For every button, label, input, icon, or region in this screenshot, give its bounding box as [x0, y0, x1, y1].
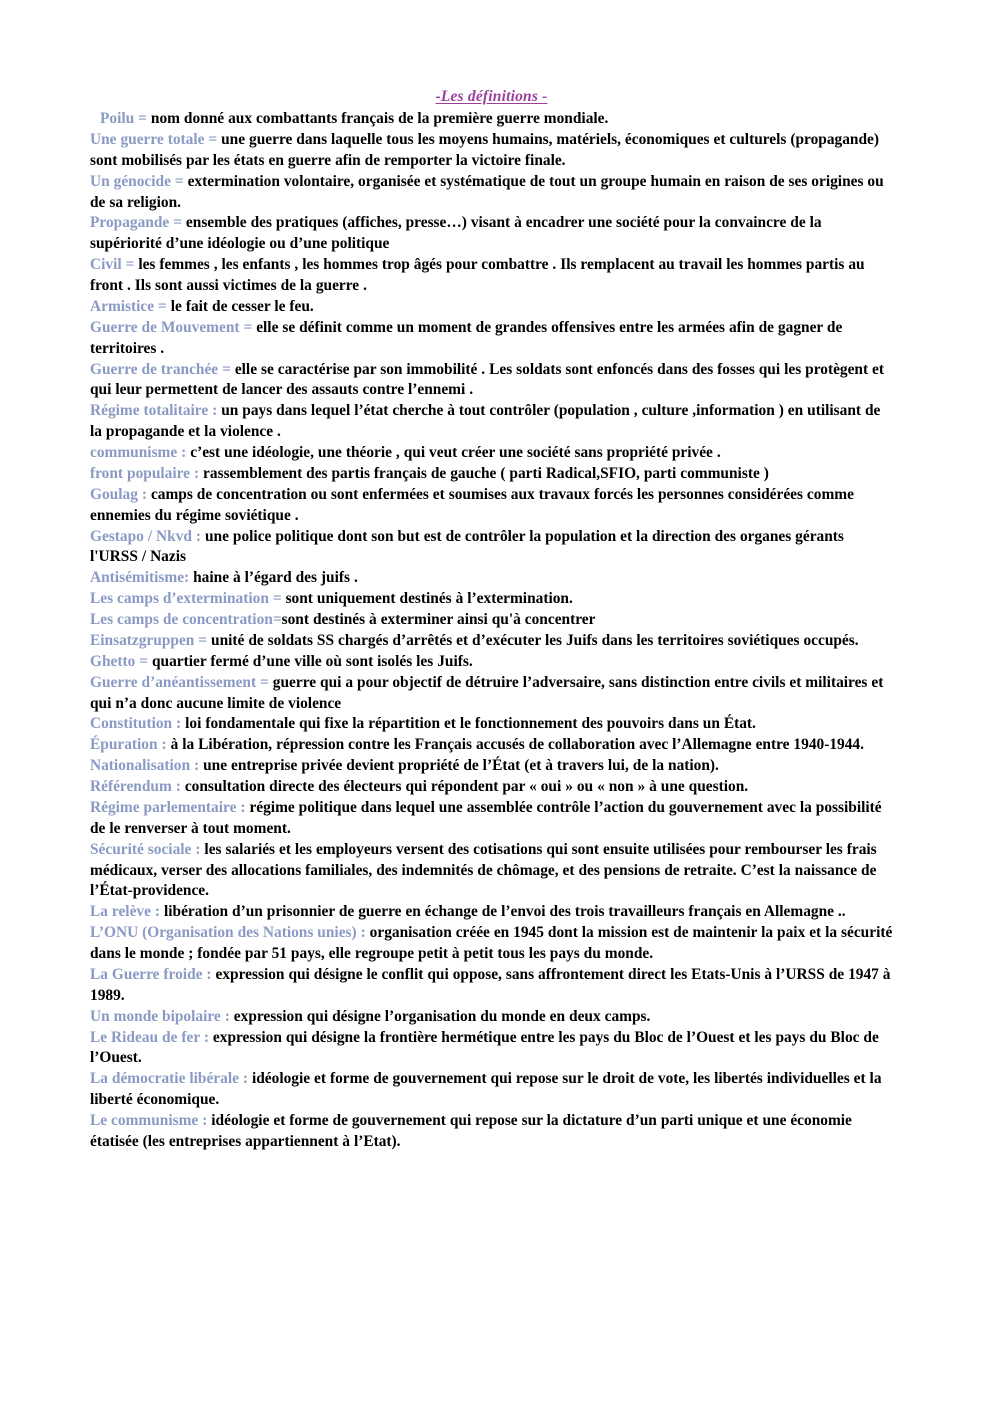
definition-entry: [90, 443, 893, 464]
definition-entry: [90, 130, 893, 172]
definition-entry: [90, 714, 893, 735]
definition-separator: =: [169, 214, 186, 232]
definition-term: Goulag: [90, 485, 138, 503]
definition-term: Einsatzgruppen: [90, 631, 195, 649]
definition-body: rassemblement des partis français de gauche ( parti Radical,SFIO, parti communiste ): [203, 464, 769, 482]
definition-separator: :: [191, 840, 205, 858]
definition-entry: [90, 568, 893, 589]
definition-entry: [90, 756, 893, 777]
definition-term: Guerre de Mouvement: [90, 318, 240, 336]
page-title: -Les définitions -: [435, 88, 548, 105]
definition-entry: [90, 213, 893, 255]
definition-separator: :: [157, 736, 171, 754]
definition-body: une entreprise privée devient propriété de l’État (et à travers lui, de la nation).: [203, 757, 719, 775]
definition-body: un pays dans lequel l’état cherche à tout contrôler (population , culture ,information ) en utilisant de la propagande et la violence .: [90, 402, 881, 441]
definition-body: le fait de cesser le feu.: [170, 297, 314, 315]
definition-term: Ghetto: [90, 652, 136, 670]
definition-body: les salariés et les employeurs versent des cotisations qui sont ensuite utilisées pour rembourser les frais médicaux, verser des allocations familiales, des indemnités de chômage, et des pensions de retraite. C’est la naissance de l’État-providence.: [90, 840, 877, 900]
definition-term: Référendum: [90, 778, 172, 795]
definition-separator: :: [220, 1007, 234, 1025]
definition-body: idéologie et forme de gouvernement qui repose sur le droit de vote, les libertés individuelles et la liberté économique.: [90, 1070, 882, 1109]
definition-separator: :: [199, 1028, 213, 1046]
definition-term: Poilu: [100, 110, 135, 127]
definition-separator: =: [272, 611, 282, 628]
definition-term: Constitution: [90, 715, 173, 733]
definition-term: Guerre d’anéantissement: [90, 673, 257, 691]
definition-separator: :: [184, 569, 194, 587]
definition-term: L’ONU (Organisation des Nations unies): [90, 924, 357, 942]
definition-separator: :: [190, 757, 204, 775]
definition-entry: [90, 527, 893, 569]
definition-term: Régime totalitaire: [90, 402, 213, 420]
definition-separator: :: [190, 464, 204, 482]
definition-body: organisation créée en 1945 dont la mission est de maintenir la paix et la sécurité dans le monde ; fondée par 51 pays, elle regroupe petit à petit tous les pays du monde.: [90, 924, 893, 962]
definition-separator: =: [256, 673, 273, 691]
definition-separator: :: [202, 965, 216, 983]
definition-body: loi fondamentale qui fixe la répartition et le fonctionnement des pouvoirs dans un État.: [185, 715, 756, 733]
definition-separator: =: [194, 631, 212, 649]
definition-separator: =: [204, 130, 222, 148]
definition-body: haine à l’égard des juifs .: [193, 569, 358, 587]
definition-entry: [90, 401, 893, 443]
definition-body: guerre qui a pour objectif de détruire l’adversaire, sans distinction entre civils et militaires et qui n’a donc aucune limite de violence: [90, 673, 884, 712]
definition-body: sont uniquement destinés à l’extermination.: [285, 590, 573, 608]
definition-body: sont destinés à exterminer ainsi qu'à concentrer: [281, 611, 596, 628]
definition-term: Un génocide: [90, 172, 171, 190]
definition-term: Civil: [90, 256, 122, 274]
definition-term: front populaire: [90, 464, 191, 482]
definition-term: Une guerre totale: [90, 130, 205, 148]
definition-body: elle se caractérise par son immobilité . Les soldats sont enfoncés dans des fosses qui les protègent et qui leur permettent de lancer des assauts contre l’ennemi .: [90, 360, 885, 399]
definition-entry: [90, 1007, 893, 1028]
definition-separator: =: [268, 590, 286, 608]
definition-term: Les camps de concentration: [90, 611, 273, 628]
definition-separator: :: [150, 903, 164, 921]
definition-separator: =: [154, 297, 171, 315]
definition-term: Antisémitisme: [90, 569, 185, 587]
definition-separator: =: [134, 110, 151, 127]
definition-term: Régime parlementaire: [90, 798, 237, 816]
definition-entry: [90, 485, 893, 527]
definition-entry: [90, 673, 893, 715]
definition-entry: [90, 318, 893, 360]
definition-body: expression qui désigne l’organisation du monde en deux camps.: [233, 1007, 651, 1025]
definition-entry: [90, 923, 893, 965]
definitions-list: [90, 109, 893, 1153]
definition-body: elle se définit comme un moment de grandes offensives entre les armées afin de gagner de territoires .: [90, 318, 843, 357]
definition-separator: =: [135, 652, 152, 670]
definition-term: Le Rideau de fer: [90, 1028, 200, 1046]
definition-body: quartier fermé d’une ville où sont isolés les Juifs.: [151, 652, 473, 670]
definition-body: c’est une idéologie, une théorie , qui veut créer une société sans propriété privée .: [190, 444, 721, 461]
definition-term: La démocratie libérale: [90, 1070, 239, 1088]
definition-entry: [90, 589, 893, 610]
definition-body: unité de soldats SS chargés d’arrêtés et d’exécuter les Juifs dans les territoires soviétiques occupés.: [211, 631, 859, 649]
definition-separator: :: [137, 485, 151, 503]
definition-body: expression qui désigne la frontière hermétique entre les pays du Bloc de l’Ouest et les pays du Bloc de l’Ouest.: [90, 1028, 879, 1067]
definition-entry: [90, 798, 893, 840]
definition-separator: :: [177, 444, 191, 461]
definition-body: une police politique dont son but est de contrôler la population et la direction des organes gérants l'URSS / Nazis: [90, 527, 844, 566]
definition-term: Gestapo / Nkvd: [90, 527, 196, 545]
definition-entry: [90, 255, 893, 297]
definition-body: les femmes , les enfants , les hommes trop âgés pour combattre . Ils remplacent au travail les hommes partis au front . Ils sont aussi victimes de la guerre .: [90, 256, 865, 294]
definition-separator: =: [170, 172, 188, 190]
definition-entry: [90, 360, 893, 402]
definition-entry: [90, 1111, 893, 1153]
definition-entry: [90, 172, 893, 214]
definition-entry: [90, 1028, 893, 1070]
definition-entry: [90, 777, 893, 798]
definition-term: Les camps d’extermination: [90, 590, 269, 608]
definition-separator: :: [195, 527, 205, 545]
definition-term: Armistice: [90, 297, 155, 315]
definition-entry: [90, 631, 893, 652]
definition-separator: =: [121, 256, 139, 274]
definition-body: idéologie et forme de gouvernement qui repose sur la dictature d’un parti unique et une économie étatisée (les entreprises appartiennent à l’Etat).: [90, 1112, 852, 1150]
definition-body: extermination volontaire, organisée et systématique de tout un groupe humain en raison de ses origines ou de sa religion.: [90, 172, 884, 211]
definition-entry: [90, 1069, 893, 1111]
definition-term: Nationalisation: [90, 757, 191, 775]
definition-entry: [90, 735, 893, 756]
definition-entry: [90, 965, 893, 1007]
definition-term: La relève: [90, 903, 151, 921]
definition-separator: :: [198, 1112, 212, 1129]
definition-entry: [90, 297, 893, 318]
definition-body: ensemble des pratiques (affiches, presse…) visant à encadrer une société pour la convaincre de la supériorité d’une idéologie ou d’une politique: [90, 214, 822, 253]
definition-body: une guerre dans laquelle tous les moyens humains, matériels, économiques et culturels (propagande) sont mobilisés par les états en guerre afin de remporter la victoire finale.: [90, 130, 880, 169]
definition-entry: [90, 652, 893, 673]
definition-body: à la Libération, répression contre les Français accusés de collaboration avec l’Allemagne entre 1940-1944.: [170, 736, 864, 754]
definition-entry: [90, 610, 893, 631]
definition-term: communisme: [90, 444, 178, 461]
definition-separator: :: [212, 402, 222, 420]
definition-body: expression qui désigne le conflit qui oppose, sans affrontement direct les Etats-Unis à l’URSS de 1947 à 1989.: [90, 965, 891, 1004]
definition-term: La Guerre froide: [90, 965, 203, 983]
definition-separator: :: [238, 1070, 252, 1088]
definition-entry: [90, 902, 893, 923]
definition-separator: :: [172, 715, 186, 733]
definition-separator: =: [239, 318, 257, 336]
definition-entry: [90, 109, 893, 130]
definition-entry: [90, 464, 893, 485]
definition-body: nom donné aux combattants français de la première guerre mondiale.: [150, 110, 609, 127]
definition-entry: [90, 840, 893, 903]
definition-term: Épuration: [90, 736, 158, 754]
definition-separator: :: [236, 798, 250, 816]
definition-body: consultation directe des électeurs qui répondent par « oui » ou « non » à une question.: [184, 778, 749, 795]
definition-term: Guerre de tranchée: [90, 360, 219, 378]
definition-term: Sécurité sociale: [90, 840, 192, 858]
definition-separator: :: [356, 924, 370, 942]
definition-term: Un monde bipolaire: [90, 1007, 221, 1025]
definition-body: libération d’un prisonnier de guerre en échange de l’envoi des trois travailleurs français en Allemagne ..: [163, 903, 846, 921]
definition-term: Le communisme: [90, 1112, 199, 1129]
definition-body: régime politique dans lequel une assemblée contrôle l’action du gouvernement avec la possibilité de le renverser à tout moment.: [90, 798, 882, 837]
definition-separator: :: [171, 778, 185, 795]
definition-separator: =: [218, 360, 235, 378]
definition-body: camps de concentration ou sont enfermées et soumises aux travaux forcés les personnes considérées comme ennemies du régime soviétique .: [90, 485, 854, 524]
definition-term: Propagande: [90, 214, 170, 232]
